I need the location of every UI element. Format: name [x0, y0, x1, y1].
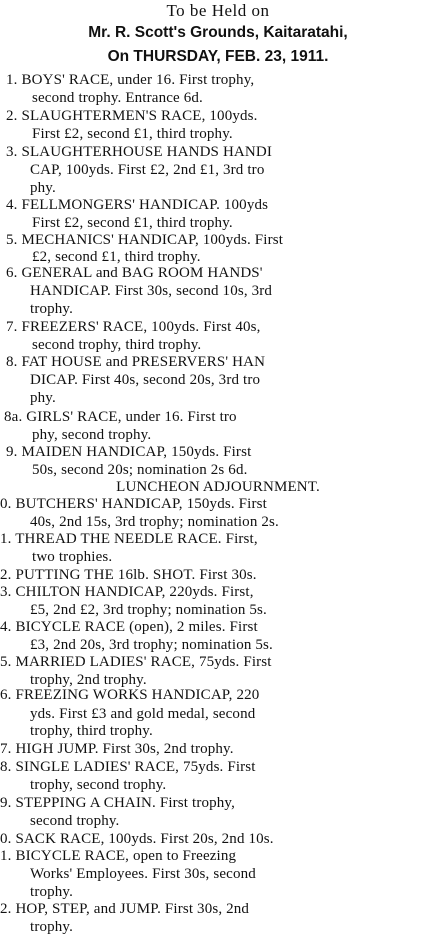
- event-line-first: [0, 531, 425, 548]
- event-line-continued: [30, 884, 82, 901]
- event-line-first: [0, 567, 423, 584]
- event-line-continued: [32, 249, 315, 266]
- event-line-first: [6, 444, 430, 461]
- event-line-first: [0, 795, 412, 812]
- event-text: MAIDEN HANDICAP, 150yds. First: [21, 444, 252, 460]
- event-text: second trophy, third trophy.: [32, 337, 202, 353]
- event-number: 9.: [6, 444, 22, 460]
- event-text: BICYCLE RACE, open to Freezing: [15, 848, 237, 864]
- event-number: 1.: [0, 848, 16, 864]
- event-text: First £2, second £1, third trophy.: [32, 215, 233, 231]
- event-number: 5.: [6, 232, 22, 248]
- event-text: SINGLE LADIES' RACE, 75yds. First: [15, 759, 256, 775]
- event-line-continued: [30, 514, 430, 531]
- event-line-continued: [30, 283, 432, 300]
- event-line-continued: [30, 637, 428, 654]
- event-number: 7.: [0, 741, 16, 757]
- event-text: LUNCHEON ADJOURNMENT.: [116, 479, 320, 495]
- event-text: BICYCLE RACE (open), 2 miles. First: [15, 619, 258, 635]
- event-text: £5, 2nd £2, 3rd trophy; nomination 5s.: [30, 602, 267, 618]
- event-line-continued: [30, 162, 433, 179]
- event-text: £2, second £1, third trophy.: [32, 249, 201, 265]
- event-number: 0.: [0, 831, 16, 847]
- event-line-first: [0, 687, 412, 704]
- event-number: 4.: [6, 197, 22, 213]
- event-text: trophy.: [30, 919, 73, 935]
- event-line-first: [0, 848, 419, 865]
- event-text: THREAD THE NEEDLE RACE. First,: [15, 531, 258, 547]
- event-line-continued: [32, 215, 376, 232]
- event-text: CHILTON HANDICAP, 220yds. First,: [15, 584, 254, 600]
- event-number: 4.: [0, 619, 16, 635]
- event-line-continued: [30, 180, 58, 197]
- event-line-first: [6, 197, 431, 214]
- event-line-continued: [30, 777, 242, 794]
- event-number: 8.: [0, 759, 16, 775]
- event-text: phy, second trophy.: [32, 427, 152, 443]
- event-line-first: [6, 319, 433, 336]
- event-line-continued: [32, 90, 337, 107]
- event-text: First £2, second £1, third trophy.: [32, 126, 233, 142]
- event-line-first: [0, 654, 429, 671]
- event-line-continued: [30, 813, 158, 830]
- event-text: MARRIED LADIES' RACE, 75yds. First: [15, 654, 272, 670]
- event-text: FAT HOUSE and PRESERVERS' HAN: [21, 354, 266, 370]
- event-text: trophy, third trophy.: [30, 723, 153, 739]
- event-text: FREEZING WORKS HANDICAP, 220: [15, 687, 260, 703]
- event-number: 6.: [6, 265, 22, 281]
- event-line-continued: [30, 602, 430, 619]
- event-line-continued: [32, 337, 320, 354]
- event-line-first: [0, 831, 418, 848]
- event-text: FREEZERS' RACE, 100yds. First 40s,: [21, 319, 261, 335]
- event-line-continued: [30, 919, 80, 936]
- event-number: 3.: [6, 144, 22, 160]
- event-number: 6.: [0, 687, 16, 703]
- event-number: 3.: [0, 584, 16, 600]
- event-text: DICAP. First 40s, second 20s, 3rd tro: [30, 372, 261, 388]
- event-line-continued: [32, 462, 374, 479]
- event-text: BOYS' RACE, under 16. First trophy,: [21, 72, 255, 88]
- event-text: PUTTING THE 16lb. SHOT. First 30s.: [15, 567, 257, 583]
- event-text: STEPPING A CHAIN. First trophy,: [15, 795, 235, 811]
- event-text: phy.: [30, 390, 56, 406]
- event-line-continued: [32, 126, 389, 143]
- event-line-continued: [32, 427, 208, 444]
- event-line-continued: [30, 301, 74, 318]
- event-text: SLAUGHTERHOUSE HANDS HANDI: [21, 144, 273, 160]
- header-line-1: To be Held on: [166, 1, 270, 20]
- event-text: HANDICAP. First 30s, second 10s, 3rd: [30, 283, 273, 299]
- event-text: trophy, second trophy.: [30, 777, 167, 793]
- event-number: 1.: [6, 72, 22, 88]
- event-text: FELLMONGERS' HANDICAP. 100yds: [21, 197, 269, 213]
- event-number: 9.: [0, 795, 16, 811]
- event-number: 2.: [0, 567, 16, 583]
- event-text: yds. First £3 and gold medal, second: [30, 706, 256, 722]
- event-text: BUTCHERS' HANDICAP, 150yds. First: [15, 496, 267, 512]
- event-number: 1.: [0, 531, 16, 547]
- event-number: 7.: [6, 319, 22, 335]
- event-line-first: [6, 354, 430, 371]
- event-text: second trophy.: [30, 813, 120, 829]
- event-text: CAP, 100yds. First £2, 2nd £1, 3rd tro: [30, 162, 265, 178]
- event-line-first: [0, 479, 436, 496]
- event-number: 8a.: [4, 409, 27, 425]
- event-number: 2.: [6, 108, 22, 124]
- event-text: £3, 2nd 20s, 3rd trophy; nomination 5s.: [30, 637, 273, 653]
- event-text: two trophies.: [32, 549, 113, 565]
- event-number: 5.: [0, 654, 16, 670]
- event-line-first: [6, 108, 434, 125]
- event-text: SACK RACE, 100yds. First 20s, 2nd 10s.: [15, 831, 274, 847]
- event-line-first: [0, 619, 427, 636]
- event-line-continued: [30, 372, 426, 389]
- event-text: 40s, 2nd 15s, 3rd trophy; nomination 2s.: [30, 514, 279, 530]
- event-line-continued: [32, 549, 132, 566]
- event-text: GENERAL and BAG ROOM HANDS': [21, 265, 263, 281]
- event-text: Works' Employees. First 30s, second: [30, 866, 256, 882]
- event-text: trophy.: [30, 884, 73, 900]
- event-line-first: [6, 144, 431, 161]
- event-text: MECHANICS' HANDICAP, 100yds. First: [21, 232, 284, 248]
- event-text: trophy.: [30, 301, 73, 317]
- event-line-continued: [30, 723, 220, 740]
- event-line-continued: [30, 706, 428, 723]
- event-text: HIGH JUMP. First 30s, 2nd trophy.: [15, 741, 234, 757]
- event-line-first: [6, 265, 435, 282]
- event-line-first: [4, 409, 430, 426]
- header-line-2: Mr. R. Scott's Grounds, Kaitaratahi,: [88, 24, 348, 41]
- event-line-continued: [30, 866, 420, 883]
- event-text: second trophy. Entrance 6d.: [32, 90, 203, 106]
- event-text: GIRLS' RACE, under 16. First tro: [26, 409, 237, 425]
- event-line-first: [0, 741, 368, 758]
- event-text: SLAUGHTERMEN'S RACE, 100yds.: [21, 108, 258, 124]
- event-line-first: [0, 901, 418, 918]
- event-line-first: [6, 72, 434, 89]
- event-text: phy.: [30, 180, 56, 196]
- event-text: trophy, 2nd trophy.: [30, 672, 147, 688]
- event-line-first: [0, 759, 423, 776]
- event-number: 2.: [0, 901, 16, 917]
- event-line-first: [6, 232, 432, 249]
- event-line-first: [0, 584, 425, 601]
- event-text: HOP, STEP, and JUMP. First 30s, 2nd: [15, 901, 250, 917]
- header-line-3: On THURSDAY, FEB. 23, 1911.: [107, 48, 329, 65]
- event-number: 0.: [0, 496, 16, 512]
- event-number: 8.: [6, 354, 22, 370]
- event-line-continued: [30, 390, 58, 407]
- event-text: 50s, second 20s; nomination 2s 6d.: [32, 462, 248, 478]
- event-line-first: [0, 496, 427, 513]
